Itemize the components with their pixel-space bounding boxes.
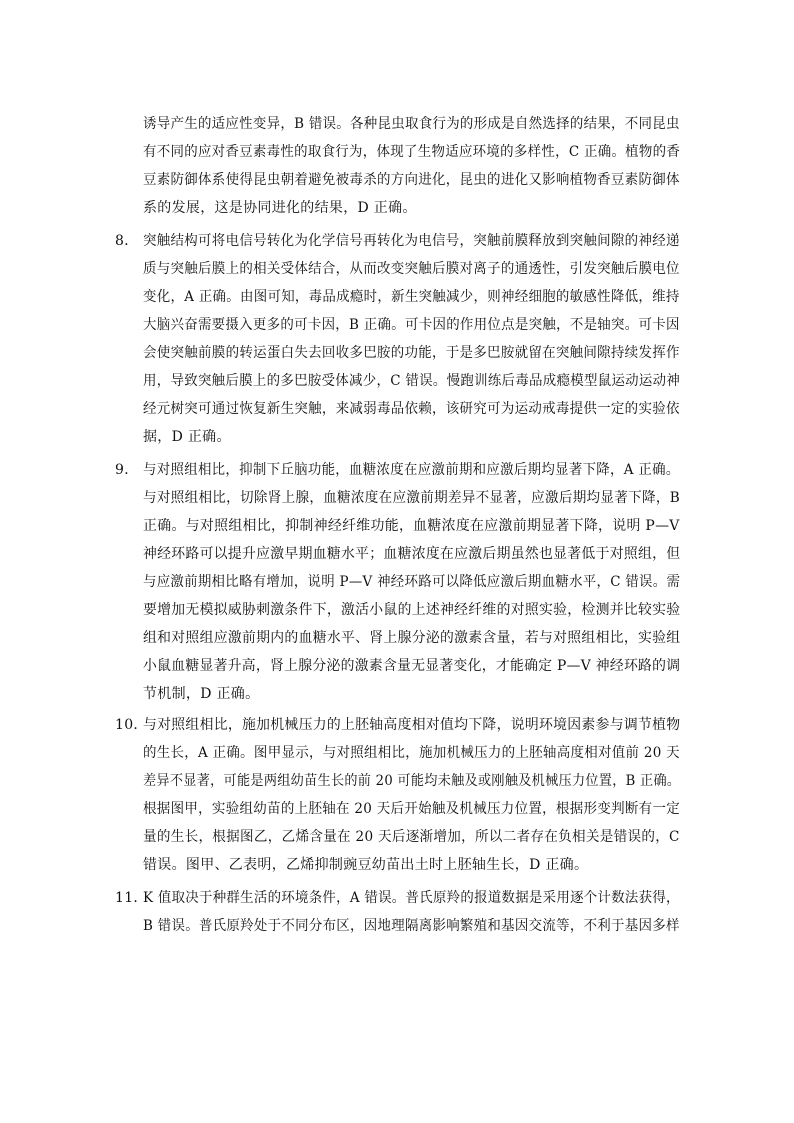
paragraph-line: 与应激前期相比略有增加，说明 P—V 神经环路可以降低应激后期血糖水平，C 错误。需 [143,574,681,590]
paragraph-line: 诱导产生的适应性变异，B 错误。各种昆虫取食行为的形成是自然选择的结果，不同昆虫 [143,116,680,132]
paragraph-line: 用，导致突触后膜上的多巴胺受体减少，C 错误。慢跑训练后毒品成瘾模型鼠运动运动神 [143,373,681,389]
paragraph-line: 与对照组相比，抑制下丘脑功能，血糖浓度在应激前期和应激后期均显著下降，A 正确。 [143,462,680,478]
paragraph-line: 与对照组相比，施加机械压力的上胚轴高度相对值均下降，说明环境因素参与调节植物 [143,717,681,733]
item-number: 11． [115,890,148,906]
paragraph-line: 小鼠血糖显著升高，肾上腺分泌的激素含量无显著变化，才能确定 P—V 神经环路的调 [143,658,681,674]
paragraph-line: 据，D 正确。 [143,429,231,445]
paragraph-line: 组和对照组应激前期内的血糖水平、肾上腺分泌的激素含量，若与对照组相比，实验组 [143,630,681,646]
paragraph-line: 会使突触前膜的转运蛋白失去回收多巴胺的功能，于是多巴胺就留在突触间隙持续发挥作 [143,345,680,361]
paragraph-line: 量的生长，根据图乙，乙烯含量在 20 天后逐渐增加，所以二者存在负相关是错误的，C [143,829,680,845]
paragraph-line: 突触结构可将电信号转化为化学信号再转化为电信号，突触前膜释放到突触间隙的神经递 [143,233,680,249]
item-number: 8． [115,233,139,249]
paragraph-line: 正确。与对照组相比，抑制神经纤维功能，血糖浓度在应激前期显著下降，说明 P—V [143,518,680,534]
paragraph-line: 差异不显著，可能是两组幼苗生长的前 20 可能均未触及或刚触及机械压力位置，B 正确。 [143,773,681,789]
paragraph-line: 变化，A 正确。由图可知，毒品成瘾时，新生突触减少，则神经细胞的敏感性降低，维持 [143,289,680,305]
item-number: 9． [115,462,139,478]
paragraph-line: 与对照组相比，切除肾上腺，血糖浓度在应激前期差异不显著，应激后期均显著下降，B [143,490,680,506]
paragraph-line: K 值取决于种群生活的环境条件，A 错误。普氏原羚的报道数据是采用逐个计数法获得， [143,890,680,906]
paragraph-line: 豆素防御体系使得昆虫朝着避免被毒杀的方向进化，昆虫的进化又影响植物香豆素防御体 [143,172,680,188]
paragraph-line: 经元树突可通过恢复新生突触，来减弱毒品依赖，该研究可为运动戒毒提供一定的实验依 [143,401,680,417]
paragraph-line: 错误。图甲、乙表明，乙烯抑制豌豆幼苗出土时上胚轴生长，D 正确。 [143,857,589,873]
paragraph-line: 要增加无模拟威胁刺激条件下，激活小鼠的上述神经纤维的对照实验，检测并比较实验 [143,602,681,618]
paragraph-line: 质与突触后膜上的相关受体结合，从而改变突触后膜对离子的通透性，引发突触后膜电位 [143,261,680,277]
paragraph-line: 根据图甲，实验组幼苗的上胚轴在 20 天后开始触及机械压力位置，根据形变判断有一定 [143,801,681,817]
paragraph-line: 的生长，A 正确。图甲显示，与对照组相比，施加机械压力的上胚轴高度相对值前 20 天 [143,745,680,761]
item-number: 10． [115,717,148,733]
paragraph-line: 系的发展，这是协同进化的结果，D 正确。 [143,200,417,216]
paragraph-line: 有不同的应对香豆素毒性的取食行为，体现了生物适应环境的多样性，C 正确。植物的香 [143,144,681,160]
paragraph-line: 神经环路可以提升应激早期血糖水平；血糖浓度在应激后期虽然也显著低于对照组，但 [143,546,681,562]
paragraph-line: B 错误。普氏原羚处于不同分布区，因地理隔离影响繁殖和基因交流等，不利于基因多样 [143,918,680,934]
paragraph-line: 节机制，D 正确。 [143,686,260,702]
paragraph-line: 大脑兴奋需要摄入更多的可卡因，B 正确。可卡因的作用位点是突触，不是轴突。可卡因 [143,317,680,333]
